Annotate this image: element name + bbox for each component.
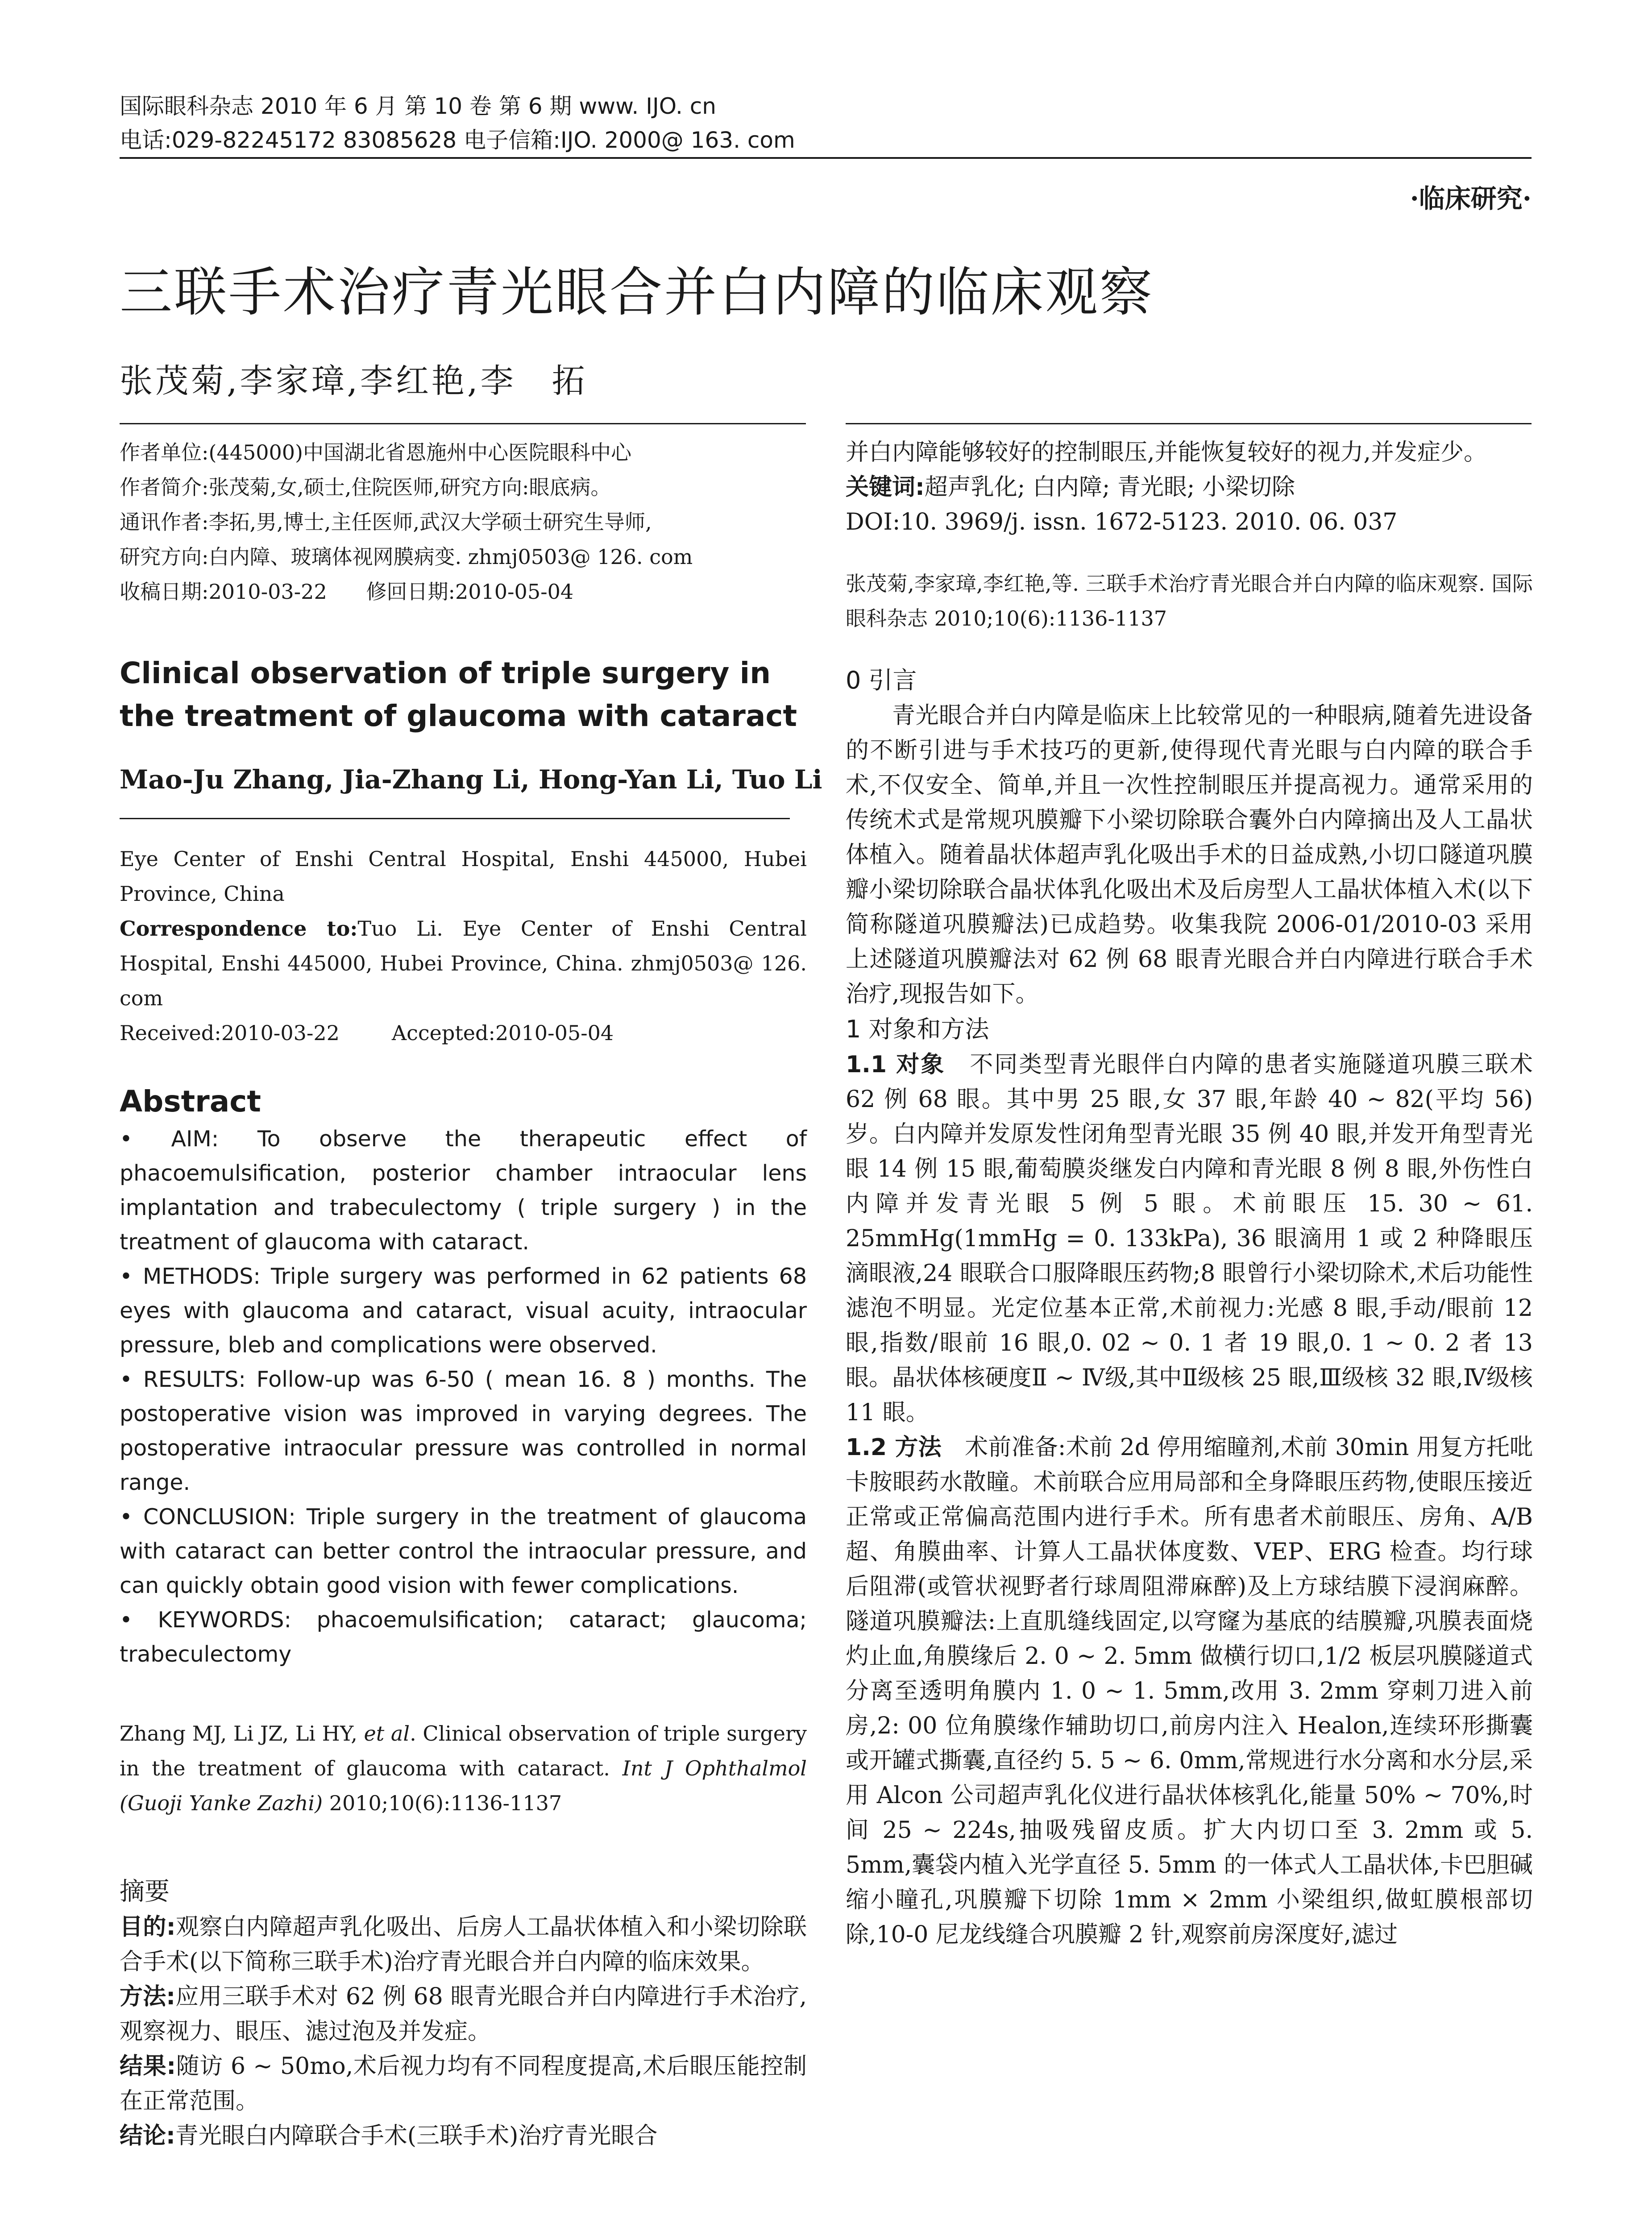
abstract-cn-results: [120, 2049, 807, 2119]
keywords-text: 超声乳化; 白内障; 青光眼; 小梁切除: [924, 474, 1295, 501]
keywords-cn: [846, 470, 1533, 505]
abstract-heading: Abstract: [120, 1084, 261, 1119]
conclusion-text-part2: 并白内障能够较好的控制眼压,并能恢复较好的视力,并发症少。: [846, 439, 1487, 466]
abstract-results: • RESULTS: Follow-up was 6-50 ( mean 16. 8 ) months. The postoperative vision was improved in varying degrees. The postoperative intraocular pressure was controlled in normal range.: [120, 1367, 807, 1495]
corresponding-author: 通讯作者:李拓,男,博士,主任医师,武汉大学硕士研究生导师,: [120, 510, 652, 534]
abstract-cn-heading: 摘要: [120, 1877, 170, 1906]
abstract-keywords: • KEYWORDS: phacoemulsification; cataract; glaucoma; trabeculectomy: [120, 1607, 807, 1667]
research-direction: 研究方向:白内障、玻璃体视网膜病变. zhmj0503@ 126. com: [120, 545, 693, 569]
right-column: [846, 435, 1533, 1952]
methods-label: 方法:: [120, 1983, 176, 2010]
citation-cn: 张茂菊,李家璋,李红艳,等. 三联手术治疗青光眼合并白内障的临床观察. 国际眼科杂志 2010;10(6):1136-1137: [846, 572, 1533, 630]
authors-rule: [120, 818, 790, 819]
abstract-cn: [120, 1910, 807, 2153]
citation-journal: Int J Ophthalmol (Guoji Yanke Zazhi): [120, 1756, 807, 1815]
methods-text: 应用三联手术对 62 例 68 眼青光眼合并白内障进行手术治疗,观察视力、眼压、滤过泡及并发症。: [120, 1983, 807, 2045]
correspondence-label: Correspondence to:: [120, 916, 358, 941]
intro-heading: 0 引言: [846, 666, 917, 694]
contact-info-line: 电话:029-82245172 83085628 电子信箱:IJO. 2000@ 163. com: [120, 127, 795, 153]
correspondence: [120, 911, 807, 1016]
citation-en: [120, 1716, 807, 1820]
subjects-label: 1.1 对象: [846, 1051, 946, 1078]
affiliation-en: [120, 842, 807, 1050]
citation-volume: 2010;10(6):1136-1137: [323, 1791, 562, 1815]
left-column-rule: [120, 423, 806, 424]
authors-en: Mao-Ju Zhang, Jia-Zhang Li, Hong-Yan Li, Tuo Li: [120, 764, 822, 795]
received-accepted: Received:2010-03-22 Accepted:2010-05-04: [120, 1021, 614, 1045]
methods-text-body: 术前准备:术前 2d 停用缩瞳剂,术前 30min 用复方托吡卡胺眼药水散瞳。术前联合应用局部和全身降眼压药物,使眼压接近正常或正常偏高范围内进行手术。所有患者术前眼压、房角、A/B 超、角膜曲率、计算人工晶状体度数、VEP、ERG 检查。均行球后阻滞(或管状视野者行球周阻滞麻醉)及上方球结膜下浸润麻醉。隧道巩膜瓣法:上直肌缝线固定,以穹窿为基底的结膜瓣,巩膜表面烧灼止血,角膜缘后 2. 0 ~ 2. 5mm 做横行切口,1/2 板层巩膜隧道式分离至透明角膜内 1. 0 ~ 1. 5mm,改用 3. 2mm 穿刺刀进入前房,2: 00 位角膜缘作辅助切口,前房内注入 Healon,连续环形撕囊或开罐式撕囊,直径约 5. 5 ~ 6. 0mm,常规进行水分离和水分层,采用 Alcon 公司超声乳化仪进行晶状体核乳化,能量 50% ~ 70%,时间 25 ~ 224s,抽吸残留皮质。扩大内切口至 3. 2mm 或 5. 5mm,囊袋内植入光学直径 5. 5mm 的一体式人工晶状体,卡巴胆碱缩小瞳孔,巩膜瓣下切除 1mm × 2mm 小梁组织,做虹膜根部切除,10-0 尼龙线缝合巩膜瓣 2 针,观察前房深度好,滤过: [846, 1434, 1533, 1948]
citation-etal: et al: [364, 1721, 410, 1746]
keywords-label: 关键词:: [846, 474, 925, 501]
citation-authors: Zhang MJ, Li JZ, Li HY,: [120, 1721, 364, 1746]
conclusion-text-part1: 青光眼白内障联合手术(三联手术)治疗青光眼合: [175, 2123, 658, 2149]
abstract-aim: • AIM: To observe the therapeutic effect of phacoemulsification, posterior chamber intraocular lens implantation and trabeculectomy ( triple surgery ) in the treatment of glaucoma with cataract.: [120, 1126, 807, 1255]
subjects-text: 不同类型青光眼伴白内障的患者实施隧道巩膜三联术 62 例 68 眼。其中男 25 眼,女 37 眼,年龄 40 ~ 82(平均 56)岁。白内障并发原发性闭角型青光眼 35 例 40 眼,并发开角型青光眼 14 例 15 眼,葡萄膜炎继发白内障和青光眼 8 例 8 眼,外伤性白内障并发青光眼 5 例 5 眼。术前眼压 15. 30 ~ 61. 25mmHg(1mmHg = 0. 133kPa), 36 眼滴用 1 或 2 种降眼压滴眼液,24 眼联合口服降眼压药物;8 眼曾行小梁切除术,术后功能性滤泡不明显。光定位基本正常,术前视力:光感 8 眼,手动/眼前 12 眼,指数/眼前 16 眼,0. 02 ~ 0. 1 者 19 眼,0. 1 ~ 0. 2 者 13 眼。晶状体核硬度Ⅱ ~ Ⅳ级,其中Ⅱ级核 25 眼,Ⅲ级核 32 眼,Ⅳ级核 11 眼。: [846, 1051, 1533, 1426]
results-text: 随访 6 ~ 50mo,术后视力均有不同程度提高,术后眼压能控制在正常范围。: [120, 2053, 807, 2115]
aim-text: 观察白内障超声乳化吸出、后房人工晶状体植入和小梁切除联合手术(以下简称三联手术)治疗青光眼合并白内障的临床效果。: [120, 1914, 807, 1975]
subjects-paragraph: [846, 1047, 1533, 1430]
results-label: 结果:: [120, 2053, 176, 2080]
author-info: [120, 435, 807, 609]
methods-label-body: 1.2 方法: [846, 1434, 942, 1461]
section1-heading: 1 对象和方法: [846, 1015, 989, 1043]
abstract-cn-aim: [120, 1910, 807, 1979]
author-unit: 作者单位:(445000)中国湖北省恩施州中心医院眼科中心: [120, 440, 631, 464]
aim-label: 目的:: [120, 1914, 176, 1941]
article-title-cn: 三联手术治疗青光眼合并白内障的临床观察: [120, 261, 1154, 323]
abstract-methods: • METHODS: Triple surgery was performed in 62 patients 68 eyes with glaucoma and cataract, visual acuity, intraocular pressure, bleb and complications were observed.: [120, 1264, 807, 1358]
author-bio: 作者简介:张茂菊,女,硕士,住院医师,研究方向:眼底病。: [120, 475, 611, 499]
main-text: [846, 663, 1533, 1952]
citation-title: . Clinical observation of triple surgery in the treatment of glaucoma with cataract.: [120, 1721, 807, 1780]
methods-paragraph: [846, 1430, 1533, 1952]
running-header: [120, 89, 1548, 157]
intro-paragraph: 青光眼合并白内障是临床上比较常见的一种眼病,随着先进设备的不断引进与手术技巧的更新,使得现代青光眼与白内障的联合手术,不仅安全、简单,并且一次性控制眼压并提高视力。通常采用的传统术式是常规巩膜瓣下小梁切除联合囊外白内障摘出及人工晶状体植入。随着晶状体超声乳化吸出手术的日益成熟,小切口隧道巩膜瓣小梁切除联合晶状体乳化吸出术及后房型人工晶状体植入术(以下简称隧道巩膜瓣法)已成趋势。收集我院 2006-01/2010-03 采用上述隧道巩膜瓣法对 62 例 68 眼青光眼合并白内障进行联合手术治疗,现报告如下。: [846, 702, 1533, 1008]
authors-cn: 张茂菊,李家璋,李红艳,李 拓: [120, 362, 588, 400]
abstract-cn-conclusion: [120, 2119, 807, 2153]
doi: DOI:10. 3969/j. issn. 1672-5123. 2010. 06. 037: [846, 509, 1398, 535]
article-title-en: Clinical observation of triple surgery in the treatment of glaucoma with cataract: [120, 656, 797, 733]
section-tag: ·临床研究·: [1410, 183, 1532, 214]
right-column-rule: [846, 423, 1532, 424]
journal-info-line: 国际眼科杂志 2010 年 6 月 第 10 卷 第 6 期 www. IJO. cn: [120, 93, 716, 119]
affiliation-text: Eye Center of Enshi Central Hospital, Enshi 445000, Hubei Province, China: [120, 847, 807, 906]
header-rule: [120, 157, 1532, 159]
conclusion-label: 结论:: [120, 2123, 175, 2149]
abstract-cn-methods: [120, 1979, 807, 2049]
left-column: [120, 435, 822, 2153]
abstract-conclusion: • CONCLUSION: Triple surgery in the treatment of glaucoma with cataract can better control the intraocular pressure, and can quickly obtain good vision with fewer complications.: [120, 1504, 807, 1598]
correspondence-text: Tuo Li. Eye Center of Enshi Central Hospital, Enshi 445000, Hubei Province, China. zhmj0503@ 126. com: [120, 916, 807, 1010]
abstract-en: [120, 1122, 807, 1671]
abstract-cn-continued: [846, 435, 1533, 539]
received-dates: 收稿日期:2010-03-22 修回日期:2010-05-04: [120, 580, 574, 604]
